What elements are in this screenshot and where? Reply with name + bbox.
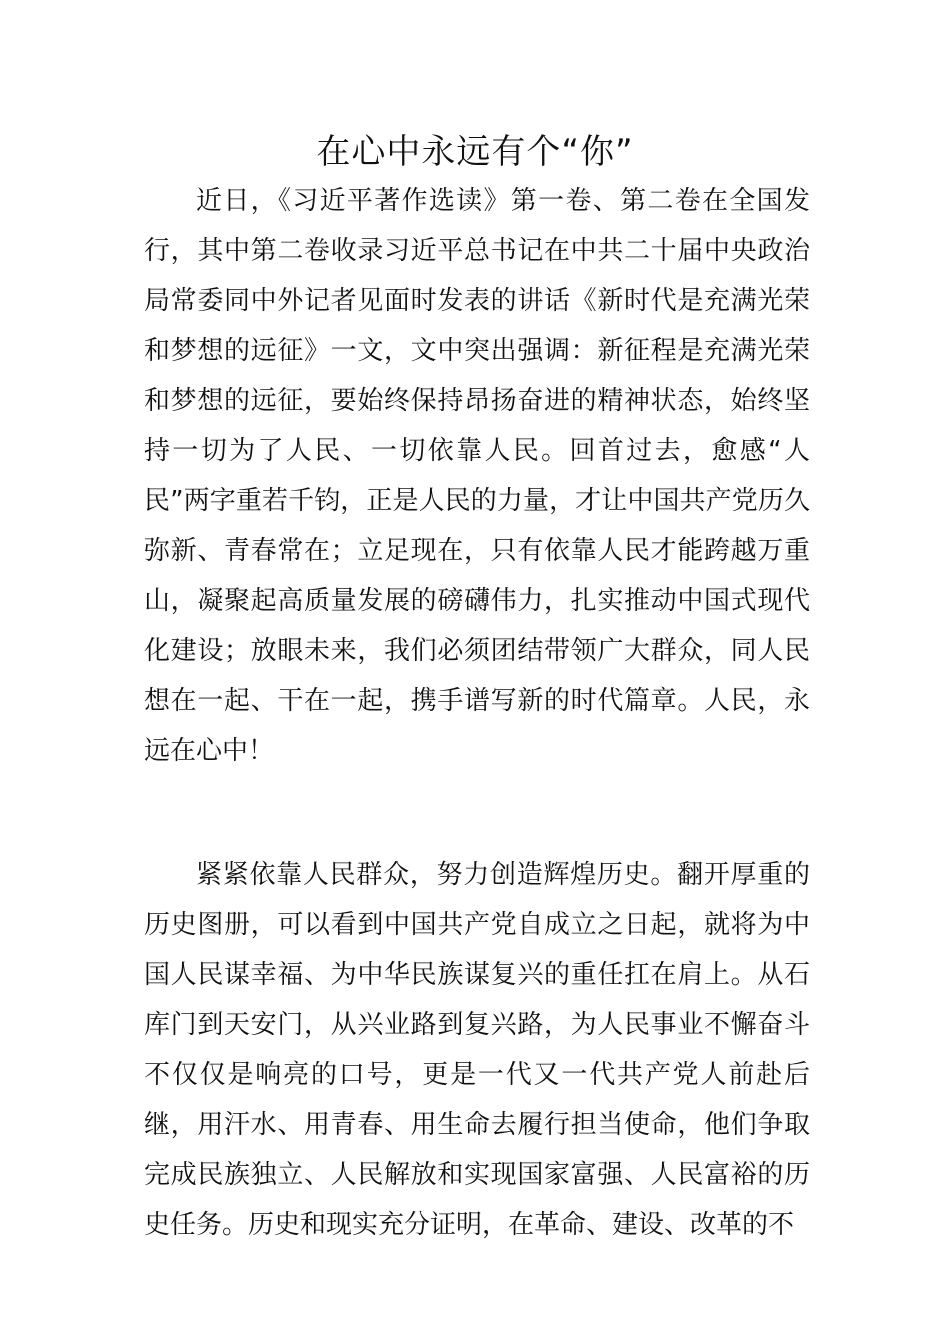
- document-body: [144, 176, 810, 1250]
- paragraph-2: 紧紧依靠人民群众，努力创造辉煌历史。翻开厚重的历史图册，可以看到中国共产党自成立之日起，就将为中国人民谋幸福、为中华民族谋复兴的重任扛在肩上。从石库门到天安门，从兴业路到复兴路，为人民事业不懈奋斗不仅仅是响亮的口号，更是一代又一代共产党人前赴后继，用汗水、用青春、用生命去履行担当使命，他们争取完成民族独立、人民解放和实现国家富强、人民富裕的历史任务。历史和现实充分证明，在革命、建设、改革的不: [144, 860, 810, 1240]
- paragraph-1: 近日，《习近平著作选读》第一卷、第二卷在全国发行，其中第二卷收录习近平总书记在中共二十届中央政治局常委同中外记者见面时发表的讲话《新时代是充满光荣和梦想的远征》一文，文中突出强调：新征程是充满光荣和梦想的远征，要始终保持昂扬奋进的精神状态，始终坚持一切为了人民、一切依靠人民。回首过去，愈感“人民”两字重若千钧，正是人民的力量，才让中国共产党历久弥新、青春常在；立足现在，只有依靠人民才能跨越万重山，凝聚起高质量发展的磅礴伟力，扎实推动中国式现代化建设；放眼未来，我们必须团结带领广大群众，同人民想在一起、干在一起，携手谱写新的时代篇章。人民，永远在心中！: [144, 186, 810, 766]
- paragraph-spacer: [144, 776, 810, 850]
- document-title: 在心中永远有个“你”: [316, 132, 634, 172]
